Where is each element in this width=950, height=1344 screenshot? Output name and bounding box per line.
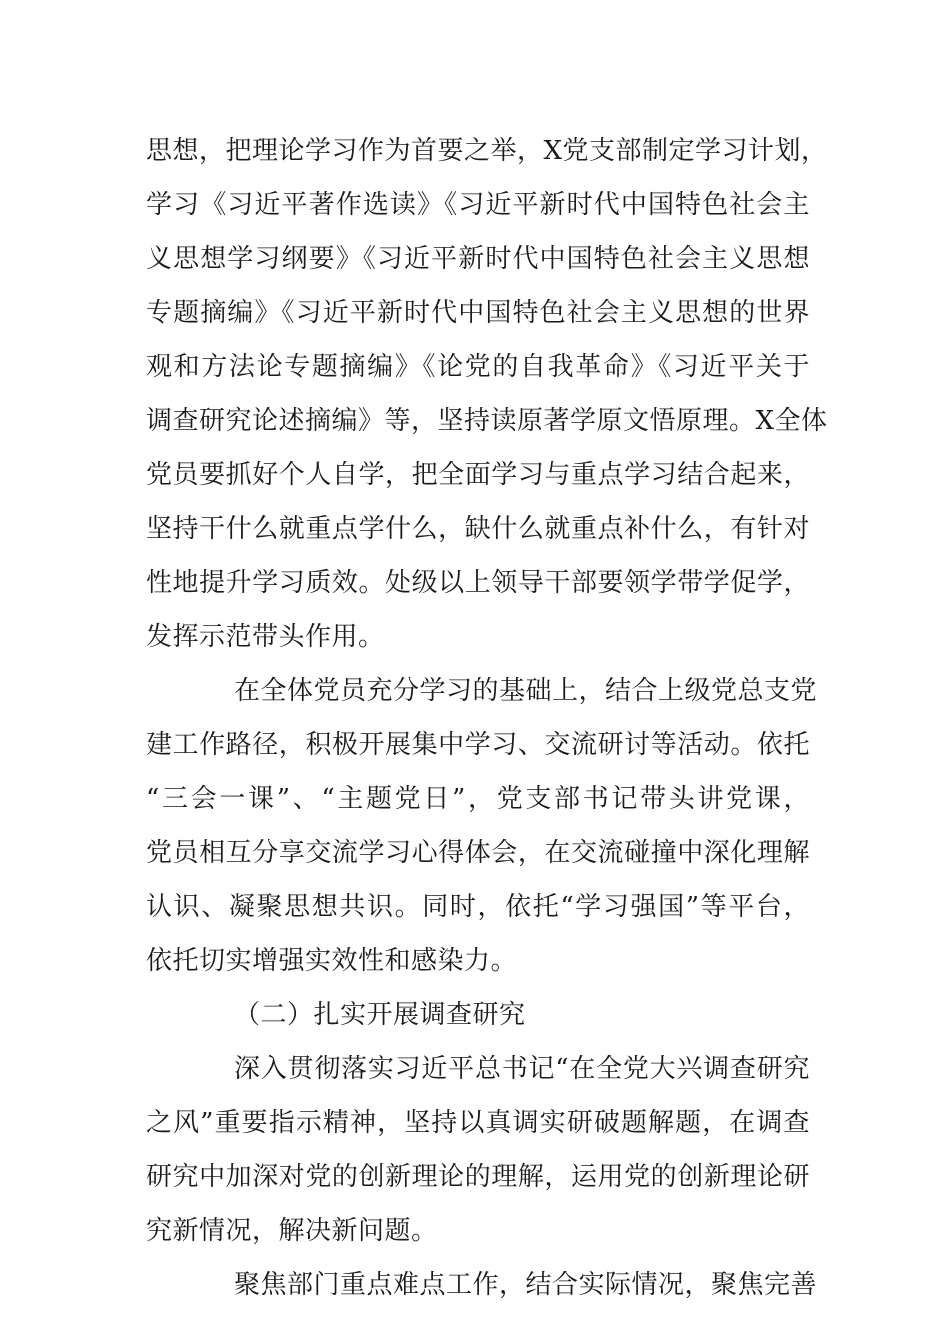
section-heading-text: （二）扎实开展调查研究 [234,1000,526,1030]
paragraph-focus-work [146,1258,818,1312]
text-line: 在全体党员充分学习的基础上，结合上级党总支党 [234,676,818,706]
paragraph-collective-study [146,664,818,988]
text-line: 依托切实增强实效性和感染力。 [146,946,518,976]
text-line: 究新情况，解决新问题。 [146,1216,438,1246]
text-line: 学习《习近平著作选读》《习近平新时代中国特色社会主 [146,190,810,220]
text-line: 发挥示范带头作用。 [146,622,385,652]
text-line: 思想，把理论学习作为首要之举，X党支部制定学习计划， [146,136,828,166]
paragraph-research-spirit [146,1042,810,1258]
text-line: 观和方法论专题摘编》《论党的自我革命》《习近平关于 [146,352,810,382]
text-line: 聚焦部门重点难点工作，结合实际情况，聚焦完善 [234,1270,818,1300]
text-line: 义思想学习纲要》《习近平新时代中国特色社会主义思想 [146,244,810,274]
section-heading [146,988,810,1042]
text-line: 之风”重要指示精神，坚持以真调实研破题解题，在调查 [146,1108,810,1138]
text-line: 建工作路径，积极开展集中学习、交流研讨等活动。依托 [146,730,810,760]
text-line: 深入贯彻落实习近平总书记“在全党大兴调查研究 [234,1054,810,1084]
document-body [146,124,828,1312]
text-line: 专题摘编》《习近平新时代中国特色社会主义思想的世界 [146,298,810,328]
text-line: 党员相互分享交流学习心得体会，在交流碰撞中深化理解 [146,838,810,868]
text-line: 调查研究论述摘编》等，坚持读原著学原文悟原理。X全体 [146,406,828,436]
text-line: 坚持干什么就重点学什么，缺什么就重点补什么，有针对 [146,514,810,544]
text-line: “三会一课”、“主题党日”，党支部书记带头讲党课， [146,784,810,814]
text-line: 认识、凝聚思想共识。同时，依托“学习强国”等平台， [146,892,810,922]
text-line: 党员要抓好个人自学，把全面学习与重点学习结合起来， [146,460,810,490]
paragraph-study-plan [146,124,828,664]
text-line: 性地提升学习质效。处级以上领导干部要领学带学促学， [146,568,810,598]
text-line: 研究中加深对党的创新理论的理解，运用党的创新理论研 [146,1162,810,1192]
